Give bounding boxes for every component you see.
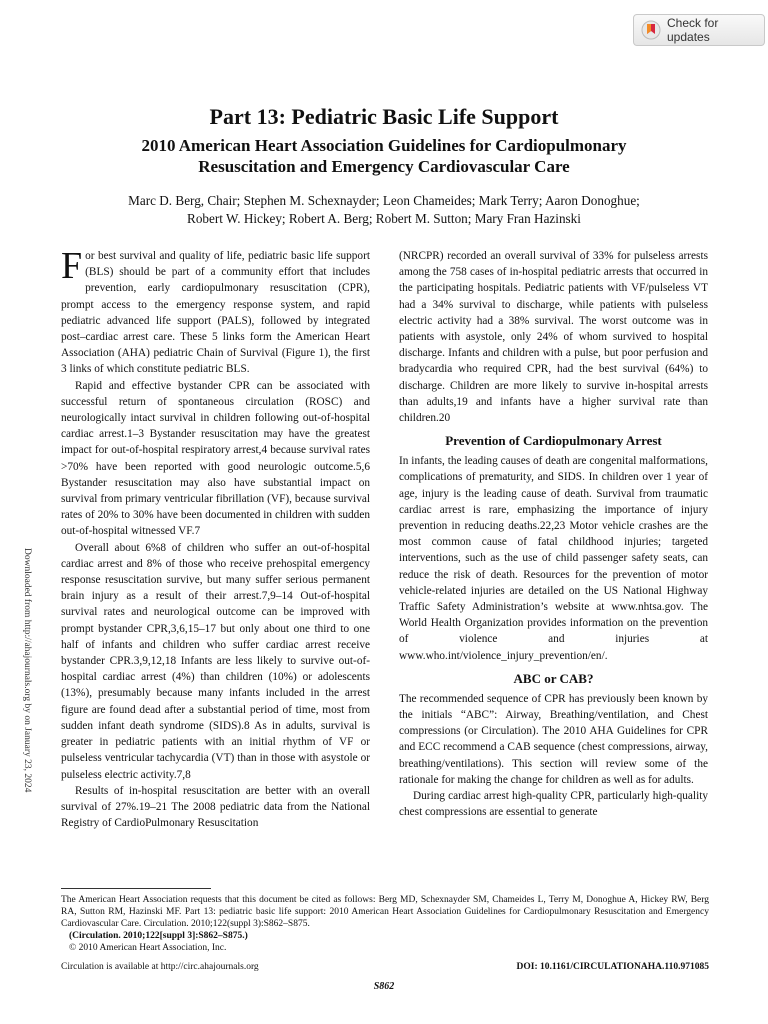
doi-reference: DOI: 10.1161/CIRCULATIONAHA.110.971085: [516, 962, 709, 972]
left-column: [61, 245, 370, 831]
download-notice: Downloaded from http://ahajournals.org by on January 23, 2024: [22, 547, 32, 793]
intro-paragraph: [61, 245, 370, 378]
body-paragraph: Results of in-hospital resuscitation are better with an overall survival of 27%.19–21 The 2008 pediatric data from the National Registry of CardioPulmonary Resuscitation: [61, 784, 370, 830]
body-paragraph: (NRCPR) recorded an overall survival of 33% for pulseless arrests among the 758 cases of in-hospital pediatric arrests that occurred in the participating hospitals. Pediatric patients with VF/pulseless VT had a 34% survival to discharge, while patients with pulseless electric activity had a 38% survival. The worst outcome was in patients with asystole, only 24% of whom survived to hospital discharge. Infants and children with a pulse, but poor perfusion and bradycardia who required CPR, had the best survival (64%) to discharge. Children are more likely to survive in-hospital arrests than adults,19 and infants have a higher survival rate than children.20: [399, 250, 708, 425]
body-paragraph: Overall about 6%8 of children who suffer an out-of-hospital cardiac arrest and 8% of those who receive prehospital emergency response resuscitation survive, but many suffer serious permanent brain injury as a result of their arrest.7,9–14 Out-of-hospital survival rates and neurological outcome can be improved with prompt bystander CPR,3,6,15–17 but only about one third to one half of infants and children who suffer cardiac arrest receive bystander CPR.3,9,12,18 Infants are less likely to survive out-of-hospital cardiac arrest (4%) than children (10%) or adolescents (13%), presumably because many infants included in the arrest figure are found dead after a substantial period of time, most from sudden infant death syndrome (SIDS).8 As in adults, survival is greater in pediatric patients with an initial rhythm of VF or pulseless ventricular tachycardia (VT) than in those with asystole or pulseless electric activity.7,8: [61, 541, 370, 781]
drop-cap: F: [61, 245, 83, 287]
body-paragraph: Rapid and effective bystander CPR can be associated with successful return of spontaneous circulation (ROSC) and neurologically intact survival in children following out-of-hospital cardiac arrest.1–3 Bystander resuscitation may have the greatest impact for out-of-hospital respiratory arrest,4 because survival rates >70% have been reported with good neurologic outcome.5,6 Bystander resuscitation may also have substantial impact on survival from primary ventricular fibrillation (VF), because survival rates of 20% to 30% have been documented in children with sudden out-of-hospital witnessed VF.7: [61, 379, 370, 538]
check-for-updates-button[interactable]: [633, 14, 765, 46]
right-column: [399, 248, 708, 821]
body-paragraph: The recommended sequence of CPR has previously been known by the initials “ABC”: Airway, Breathing/ventilation, and Chest compressions (or Circulation). The 2010 AHA Guidelines for CPR and ECC recommend a CAB sequence (chest compressions, airway, breathing/ventilations). This section will review some of the rationale for making the change for children as well as for adults.: [399, 692, 708, 786]
article-title: Part 13: Pediatric Basic Life Support: [209, 104, 559, 129]
authors-line-1: Marc D. Berg, Chair; Stephen M. Schexnayder; Leon Chameides; Mark Terry; Aaron Donoghue;: [128, 193, 640, 208]
body-paragraph: In infants, the leading causes of death are congenital malformations, complications of prematurity, and SIDS. In children over 1 year of age, injury is the leading cause of death. Survival from traumatic cardiac arrest is rare, emphasizing the importance of injury prevention in reducing deaths.22,23 Motor vehicle crashes are the most common cause of fatal childhood injuries; targeted interventions, such as the use of child passenger safety seats, can reduce the risk of death. Resources for the prevention of motor vehicle-related injuries are detailed on the US National Highway Traffic Safety Administration’s website at www.nhtsa.gov. The World Health Organization provides information on the prevention of violence and injuries at www.who.int/violence_injury_prevention/en/.: [399, 455, 708, 662]
subtitle-line-2: Resuscitation and Emergency Cardiovascular Care: [198, 157, 570, 176]
citation-footnote: [61, 894, 709, 954]
authors-line-2: Robert W. Hickey; Robert A. Berg; Robert M. Sutton; Mary Fran Hazinski: [187, 211, 581, 226]
subtitle-line-1: 2010 American Heart Association Guidelines for Cardiopulmonary: [141, 136, 627, 155]
intro-text: or best survival and quality of life, pediatric basic life support (BLS) should be part of a community effort that includes prevention, early cardiopulmonary resuscitation (CPR), prompt access to the emergency response system, and rapid pediatric advanced life support (PALS), followed by integrated post–cardiac arrest care. These 5 links form the American Heart Association (AHA) pediatric Chain of Survival (Figure 1), the first 3 links of which constitute pediatric BLS.: [61, 250, 370, 376]
crossmark-icon: [641, 20, 661, 40]
author-list: [40, 192, 728, 228]
body-paragraph: During cardiac arrest high-quality CPR, particularly high-quality chest compressions are essential to generate: [399, 790, 708, 819]
section-heading-prevention: Prevention of Cardiopulmonary Arrest: [445, 433, 662, 449]
footnote-divider: [61, 888, 211, 889]
citation-text: The American Heart Association requests that this document be cited as follows: Berg MD, Schexnayder SM, Chameides L, Terry M, Donoghue A, Hickey RW, Berg RA, Sutton RM, Hazinski MF. Part 13: pediatric basic life support: 2010 American Heart Association Guidelines for Cardiopulmonary Resuscitation and Emergency Cardiovascular Care. Circulation. 2010;122(suppl 3):S862–S875.: [61, 895, 709, 929]
journal-availability: Circulation is available at http://circ.ahajournals.org: [61, 962, 259, 972]
check-for-updates-label: Check for updates: [667, 16, 719, 44]
section-heading-abc-cab: ABC or CAB?: [513, 670, 594, 686]
page-number: S862: [373, 981, 395, 992]
copyright-notice: © 2010 American Heart Association, Inc.: [69, 943, 227, 953]
journal-reference: (Circulation. 2010;122[suppl 3]:S862–S875.): [69, 931, 248, 941]
article-subtitle: [60, 135, 708, 177]
